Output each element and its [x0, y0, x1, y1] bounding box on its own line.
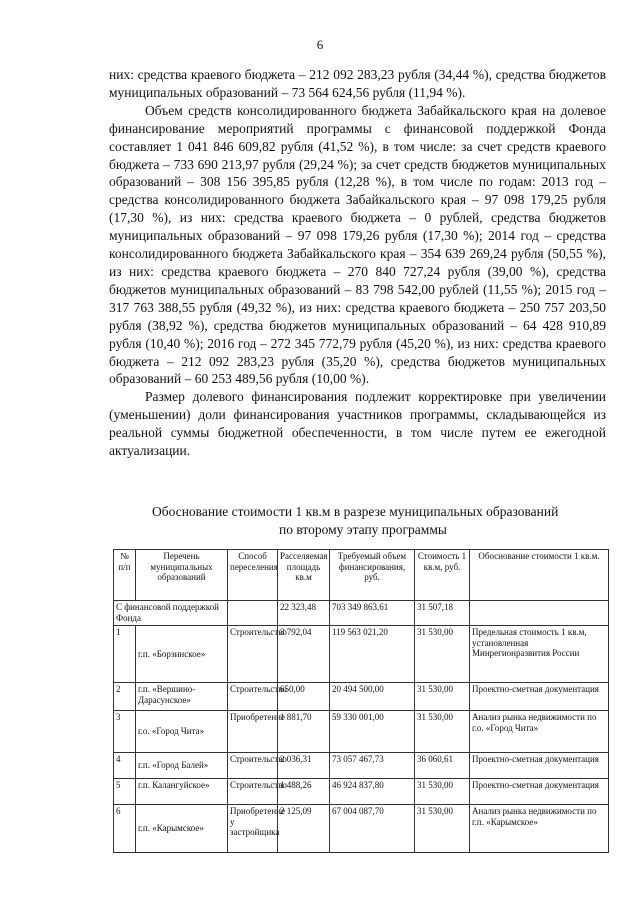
header-no: № п/п	[114, 550, 136, 601]
row-method: Приобретение	[228, 711, 278, 753]
row-funding: 119 563 021,20	[330, 626, 415, 683]
summary-method	[228, 601, 278, 626]
row-area: 1 881,70	[278, 711, 330, 753]
summary-funding: 703 349 863,61	[330, 601, 415, 626]
row-funding: 20 494 500,00	[330, 683, 415, 711]
row-method: Строительство	[228, 753, 278, 779]
table-heading-line-2: по второму этапу программы	[279, 522, 447, 537]
page-number: 6	[316, 37, 324, 52]
body-text	[109, 66, 606, 460]
table-header-row	[114, 550, 609, 601]
table-row	[114, 711, 609, 753]
table-row	[114, 626, 609, 683]
paragraph-continuation: них: средства краевого бюджета – 212 092 283,23 рубля (34,44 %), средства бюджетов муниципальных образований – 73 564 624,56 рубля (11,94 %).	[109, 67, 606, 100]
row-no: 3	[114, 711, 136, 753]
header-cost: Стоимость 1 кв.м, руб.	[415, 550, 470, 601]
row-name: г.о. «Город Чита»	[136, 711, 228, 753]
row-justification: Проектно-сметная документация	[470, 683, 609, 711]
table-row	[114, 805, 609, 853]
row-no: 2	[114, 683, 136, 711]
row-area: 2 036,31	[278, 753, 330, 779]
row-no: 5	[114, 779, 136, 805]
row-area: 650,00	[278, 683, 330, 711]
table-row	[114, 779, 609, 805]
row-cost: 36 060,61	[415, 753, 470, 779]
row-method: Строительство	[228, 626, 278, 683]
row-cost: 31 530,00	[415, 626, 470, 683]
cost-justification-table	[113, 549, 609, 853]
row-no: 1	[114, 626, 136, 683]
row-cost: 31 530,00	[415, 779, 470, 805]
header-method: Способ переселения	[228, 550, 278, 601]
row-justification: Анализ рынка недвижимости по г.о. «Город Чита»	[470, 711, 609, 753]
row-area: 3 792,04	[278, 626, 330, 683]
row-name: г.п. Калангуйское»	[136, 779, 228, 805]
row-no: 6	[114, 805, 136, 853]
header-justification: Обоснование стоимости 1 кв.м.	[470, 550, 609, 601]
row-name: г.п. «Карымское»	[136, 805, 228, 853]
paragraph-consolidated-budget: Объем средств консолидированного бюджета Забайкальского края на долевое финансирование мероприятий программы с финансовой поддержкой Фонда составляет 1 041 846 609,82 рубля (41,52 %), в том числе: за счет средств краевого бюджета – 733 690 213,97 рубля (29,24 %); за счет средств бюджетов муниципальных образований – 308 156 395,85 рубля (12,28 %), в том числе по годам: 2013 год – средства консолидированного бюджета Забайкальского края – 97 098 179,25 рубля (17,30 %), из них: средства краевого бюджета – 0 рублей, средства бюджетов муниципальных образований – 97 098 179,26 рубля (17,30 %); 2014 год – средства консолидированного бюджета Забайкальского края – 354 639 269,24 рубля (50,55 %), из них: средства краевого бюджета – 270 840 727,24 рубля (39,00 %), средства бюджетов муниципальных образований – 83 798 542,00 рублей (11,55 %); 2015 год – 317 763 388,55 рубля (49,32 %), из них: средства краевого бюджета – 250 757 203,50 рубля (38,92 %), средства бюджетов муниципальных образований – 64 428 910,89 рубля (10,40 %); 2016 год – 272 345 772,79 рубля (45,20 %), из них: средства краевого бюджета – 212 092 283,23 рубля (35,20 %), средства бюджетов муниципальных образований – 60 253 489,56 рубля (10,00 %).	[109, 102, 606, 387]
row-method: Строительство	[228, 683, 278, 711]
row-justification: Проектно-сметная документация	[470, 753, 609, 779]
table-row	[114, 683, 609, 711]
header-name: Перечень муниципальных образований	[136, 550, 228, 601]
row-cost: 31 530,00	[415, 805, 470, 853]
table-heading-line-1: Обоснование стоимости 1 кв.м в разрезе муниципальных образований	[152, 504, 559, 519]
paragraph-funding-adjustment: Размер долевого финансирования подлежит корректировке при увеличении (уменьшении) доли финансирования участников программы, складывающейся из реальной суммы бюджетной обеспеченности, в том числе путем ее ежегодной актуализации.	[109, 389, 606, 459]
row-name: г.п. «Вершино-Дарасунское»	[136, 683, 228, 711]
summary-justification	[470, 601, 609, 626]
row-area: 2 125,09	[278, 805, 330, 853]
summary-cost: 31 507,18	[415, 601, 470, 626]
row-funding: 73 057 467,73	[330, 753, 415, 779]
row-funding: 59 330 001,00	[330, 711, 415, 753]
row-justification: Проектно-сметная документация	[470, 779, 609, 805]
row-justification: Предельная стоимость 1 кв.м, установленная Минрегионразвития России	[470, 626, 609, 683]
row-cost: 31 530,00	[415, 683, 470, 711]
row-area: 1 488,26	[278, 779, 330, 805]
row-justification: Анализ рынка недвижимости по г.п. «Карымское»	[470, 805, 609, 853]
row-cost: 31 530,00	[415, 711, 470, 753]
row-no: 4	[114, 753, 136, 779]
summary-label: С финансовой поддержкой Фонда	[114, 601, 228, 626]
header-area: Расселяемая площадь кв.м	[278, 550, 330, 601]
row-funding: 46 924 837,80	[330, 779, 415, 805]
row-name: г.п. «Борзинское»	[136, 626, 228, 683]
table-row-summary	[114, 601, 609, 626]
table-row	[114, 753, 609, 779]
summary-area: 22 323,48	[278, 601, 330, 626]
row-method: Строительство	[228, 779, 278, 805]
row-funding: 67 004 087,70	[330, 805, 415, 853]
row-name: г.п. «Город Балей»	[136, 753, 228, 779]
table-heading	[109, 503, 606, 539]
header-funding: Требуемый объем финансирования, руб.	[330, 550, 415, 601]
row-method: Приобретение у застройщика	[228, 805, 278, 853]
